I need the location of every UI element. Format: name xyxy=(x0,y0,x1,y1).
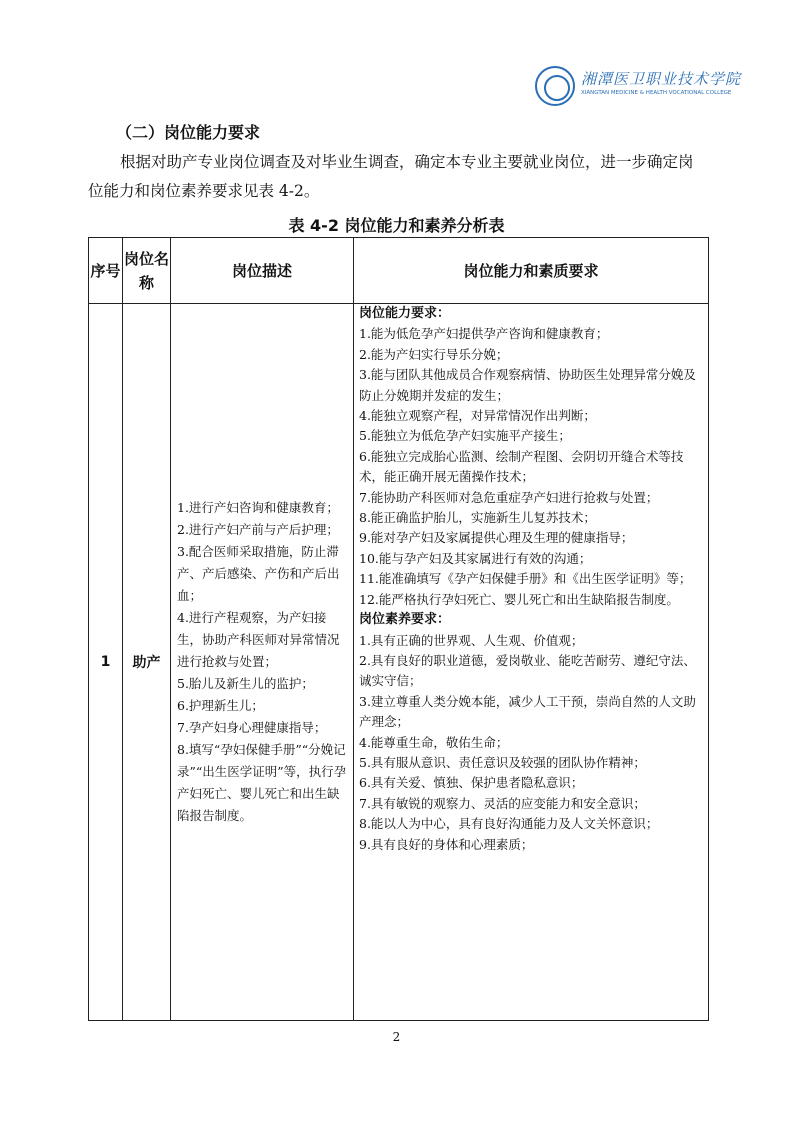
quality-subtitle: 岗位素养要求： xyxy=(359,612,451,628)
ability-item: 3.能与团队其他成员合作观察病情、协助医生处理异常分娩及防止分娩期并发症的发生； xyxy=(359,367,696,403)
ability-item: 8.能正确监护胎儿，实施新生儿复苏技术； xyxy=(359,510,596,526)
ability-item: 1.能为低危孕产妇提供孕产咨询和健康教育； xyxy=(359,326,609,342)
quality-item: 1.具有正确的世界观、人生观、价值观； xyxy=(359,632,584,648)
description-item: 2.进行产妇产前与产后护理； xyxy=(177,522,339,537)
ability-item: 7.能协助产科医师对急危重症孕产妇进行抢救与处置； xyxy=(359,489,659,505)
row-index: 1 xyxy=(89,304,123,1021)
section-heading: （二）岗位能力要求 xyxy=(116,123,261,142)
row-description xyxy=(171,304,354,1021)
logo-english-name: XIANGTAN MEDICINE & HEALTH VOCATIONAL COLLEGE xyxy=(581,90,732,96)
table-row xyxy=(89,304,709,1021)
description-item: 8.填写“孕妇保健手册”“分娩记录”“出生医学证明”等，执行孕产妇死亡、婴儿死亡和出生缺陷报告制度。 xyxy=(177,742,347,823)
row-requirements xyxy=(354,304,709,1021)
ability-item: 6.能独立完成胎心监测、绘制产程图、会阴切开缝合术等技术，能正确开展无菌操作技术； xyxy=(359,448,684,485)
table-caption: 表 4-2 岗位能力和素养分析表 xyxy=(288,216,505,235)
ability-table xyxy=(88,237,709,1021)
table-header-row xyxy=(89,238,709,304)
header-post-name: 岗位名称 xyxy=(123,238,171,304)
description-item: 7.孕产妇身心理健康指导； xyxy=(177,720,327,735)
ability-item: 9.能对孕产妇及家属提供心理及生理的健康指导； xyxy=(359,530,634,546)
ability-subtitle: 岗位能力要求： xyxy=(359,306,451,321)
logo-chinese-name: 湘潭医卫职业技术学院 xyxy=(581,70,742,88)
quality-item: 8.能以人为中心，具有良好沟通能力及人文关怀意识； xyxy=(359,816,659,832)
ability-item: 10.能与孕产妇及其家属进行有效的沟通； xyxy=(359,550,592,566)
description-item: 3.配合医师采取措施，防止滞产、产后感染、产伤和产后出血； xyxy=(177,544,340,603)
quality-item: 9.具有良好的身体和心理素质； xyxy=(359,836,534,852)
quality-item: 2.具有良好的职业道德，爱岗敬业、能吃苦耐劳、遵纪守法、诚实守信； xyxy=(359,652,696,689)
ability-item: 5.能独立为低危孕产妇实施平产接生； xyxy=(359,428,571,444)
quality-item: 6.具有关爱、慎独、保护患者隐私意识； xyxy=(359,775,584,791)
quality-item: 3.建立尊重人类分娩本能，减少人工干预，崇尚自然的人文助产理念； xyxy=(359,693,696,730)
ability-item: 11.能准确填写《孕产妇保健手册》和《出生医学证明》等； xyxy=(359,571,692,587)
college-seal-icon xyxy=(535,66,575,106)
description-item: 5.胎儿及新生儿的监护； xyxy=(177,676,314,691)
quality-item: 4.能尊重生命，敬佑生命； xyxy=(359,734,509,750)
description-item: 6.护理新生儿； xyxy=(177,698,264,713)
ability-item: 2.能为产妇实行导乐分娩； xyxy=(359,346,509,362)
header-description: 岗位描述 xyxy=(171,238,354,304)
college-logo xyxy=(535,66,742,110)
header-index: 序号 xyxy=(89,238,123,304)
ability-item: 12.能严格执行孕妇死亡、婴儿死亡和出生缺陷报告制度。 xyxy=(359,591,679,607)
description-item: 4.进行产程观察，为产妇接生，协助产科医师对异常情况进行抢救与处置； xyxy=(177,610,340,669)
row-post-name: 助产 xyxy=(123,304,171,1021)
quality-item: 7.具有敏锐的观察力、灵活的应变能力和安全意识； xyxy=(359,795,646,811)
description-item: 1.进行产妇咨询和健康教育； xyxy=(177,500,339,515)
quality-item: 5.具有服从意识、责任意识及较强的团队协作精神； xyxy=(359,754,646,770)
header-requirements: 岗位能力和素质要求 xyxy=(354,238,709,304)
ability-item: 4.能独立观察产程，对异常情况作出判断； xyxy=(359,408,596,424)
intro-paragraph: 根据对助产专业岗位调查及对毕业生调查，确定本专业主要就业岗位，进一步确定岗位能力和岗位素养要求见表 4-2。 xyxy=(88,153,694,200)
page-number: 2 xyxy=(392,1030,401,1044)
